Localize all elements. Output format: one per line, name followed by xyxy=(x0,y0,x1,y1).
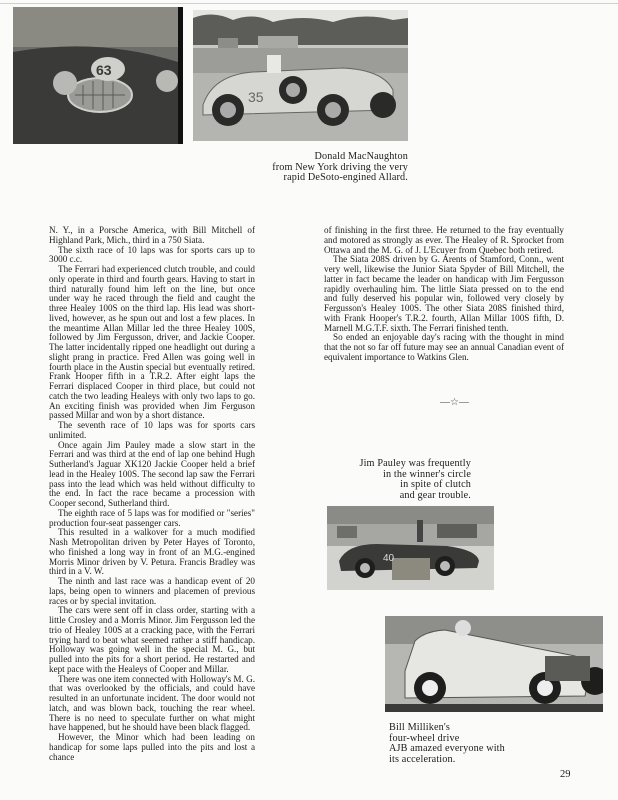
caption-line: Jim Pauley was frequently xyxy=(359,458,471,469)
svg-text:35: 35 xyxy=(248,89,264,105)
caption-line: in spite of clutch xyxy=(400,479,471,491)
svg-text:40: 40 xyxy=(383,553,395,564)
caption-line: in the winner's circle xyxy=(382,468,471,480)
caption-pauley xyxy=(340,459,471,501)
caption-line: its acceleration. xyxy=(389,753,456,765)
svg-text:63: 63 xyxy=(96,62,112,78)
paragraph: Once again Jim Pauley made a slow start in the Ferrari and was third at the end of lap one behind Hugh Sutherland's Jaguar XK120 Jackie Cooper held a brief lead in the Healey 100S. The second lap saw the Ferrari pass into the lead which was held without difficulty to the end. In fact the race became a procession with Cooper second, Sutherland third. xyxy=(49,439,255,508)
section-end-ornament: —☆— xyxy=(440,397,469,408)
paragraph: So ended an enjoyable day's racing with the thought in mind that the not so far off future may see an annual Canadian event of equivalent importance to Watkins Glen. xyxy=(324,332,564,362)
article-left-column xyxy=(49,226,255,762)
paragraph: The sixth race of 10 laps was for sports cars up to 3000 c.c. xyxy=(49,244,255,265)
caption-milliken xyxy=(389,723,549,765)
paragraph: The seventh race of 10 laps was for sports cars unlimited. xyxy=(49,420,255,440)
paragraph: N. Y., in a Porsche America, with Bill Mitchell of Highland Park, Mich., third in a 750 Siata. xyxy=(49,225,255,245)
page-number: 29 xyxy=(560,769,571,780)
paragraph: However, the Minor which had been leading on handicap for some laps pulled into the pits and lost a chance xyxy=(49,732,255,762)
paragraph: There was one item connected with Holloway's M. G. that was overlooked by the officials, and could have resulted in an unfortunate incident. The door would not latch, and was blown back, touching the rear wheel. There is no need to speculate further on what might have happened, but he should have been black flagged. xyxy=(49,673,255,733)
caption-line: four-wheel drive xyxy=(389,732,460,744)
paragraph: This resulted in a walkover for a much modified Nash Metropolitan driven by Peter Hayes of Toronto, who finished a long way in front of an M.G.-engined Morris Minor driven by V. Petura. Francis Bradley was third in a V. W. xyxy=(49,527,255,577)
photo-ajb xyxy=(385,616,603,712)
caption-line: Bill Milliken's xyxy=(389,722,450,733)
caption-line: AJB amazed everyone with xyxy=(389,743,505,755)
photo-allard xyxy=(193,10,408,141)
article-right-column xyxy=(324,226,564,363)
caption-line: rapid DeSoto-engined Allard. xyxy=(283,172,408,184)
top-rule xyxy=(0,3,618,4)
paragraph: The Siata 208S driven by G. Arents of Stamford, Conn., went very well, likewise the Junior Siata Spyder of Bill Mitchell, the latter in fact became the leader on handicap with Jim Fergusson rapidly overhauling him. The little Siata pressed on to the end and fully deserved his popular win, followed very closely by Fergusson's Healey 100S. The other Siata 208S finished third, with Frank Hooper's T.R.2. fourth, Allan Millar 100S fifth, D. Marnell M.G.T.F. sixth. The Ferrari finished tenth. xyxy=(324,254,564,333)
paragraph: The ninth and last race was a handicap event of 20 laps, being open to winners and placemen of previous races or by special invitation. xyxy=(49,576,255,606)
paragraph: The cars were sent off in class order, starting with a little Crosley and a Morris Minor. Jim Fergusson led the trio of Healey 100S at a cracking pace, with the Ferrari trying hard to beat what seemed rather a stiff handicap. Holloway was going well in the special M. G., but pulled into the pits for a short period. He restarted and kept pace with the Healeys of Cooper and Millar. xyxy=(49,605,255,674)
paragraph: The eighth race of 5 laps was for modified or "series" production four-seat passenger cars. xyxy=(49,507,255,528)
paragraph: of finishing in the first three. He returned to the fray eventually and motored as strongly as ever. The Healey of R. Sprocket from Ottawa and the M. G. of J. L'Ecuyer from Quebec both retired. xyxy=(324,225,564,255)
caption-allard xyxy=(270,152,408,184)
paragraph: The Ferrari had experienced clutch trouble, and could only operate in third and fourth gears. Having to start in third naturally found him left on the line, but once under way he raced through the field and caught the three Healey 100S on the third lap. His lead was short-lived, however, as he spun out and lost a few places. In the meantime Allan Millar led the three Healey 100S, followed by Jim Fergusson, driver, and Jackie Cooper. The latter incidentally ripped one headlight out during a slight prang in practice. Fred Allen was going well in fourth place in the Austin special but eventually retired. Frank Hooper fifth in a T.R.2. After eight laps the Ferrari displaced Cooper in third place, but could not catch the two leading Healeys with only two laps to go. An exciting finish was provided when Jim Ferguson passed Millar and won by a short distance. xyxy=(49,264,255,421)
caption-line: from New York driving the very xyxy=(272,161,408,173)
photo-healey-closeup xyxy=(13,7,183,144)
caption-line: and gear trouble. xyxy=(399,489,471,501)
caption-line: Donald MacNaughton xyxy=(314,151,408,162)
photo-ferrari xyxy=(327,506,494,590)
